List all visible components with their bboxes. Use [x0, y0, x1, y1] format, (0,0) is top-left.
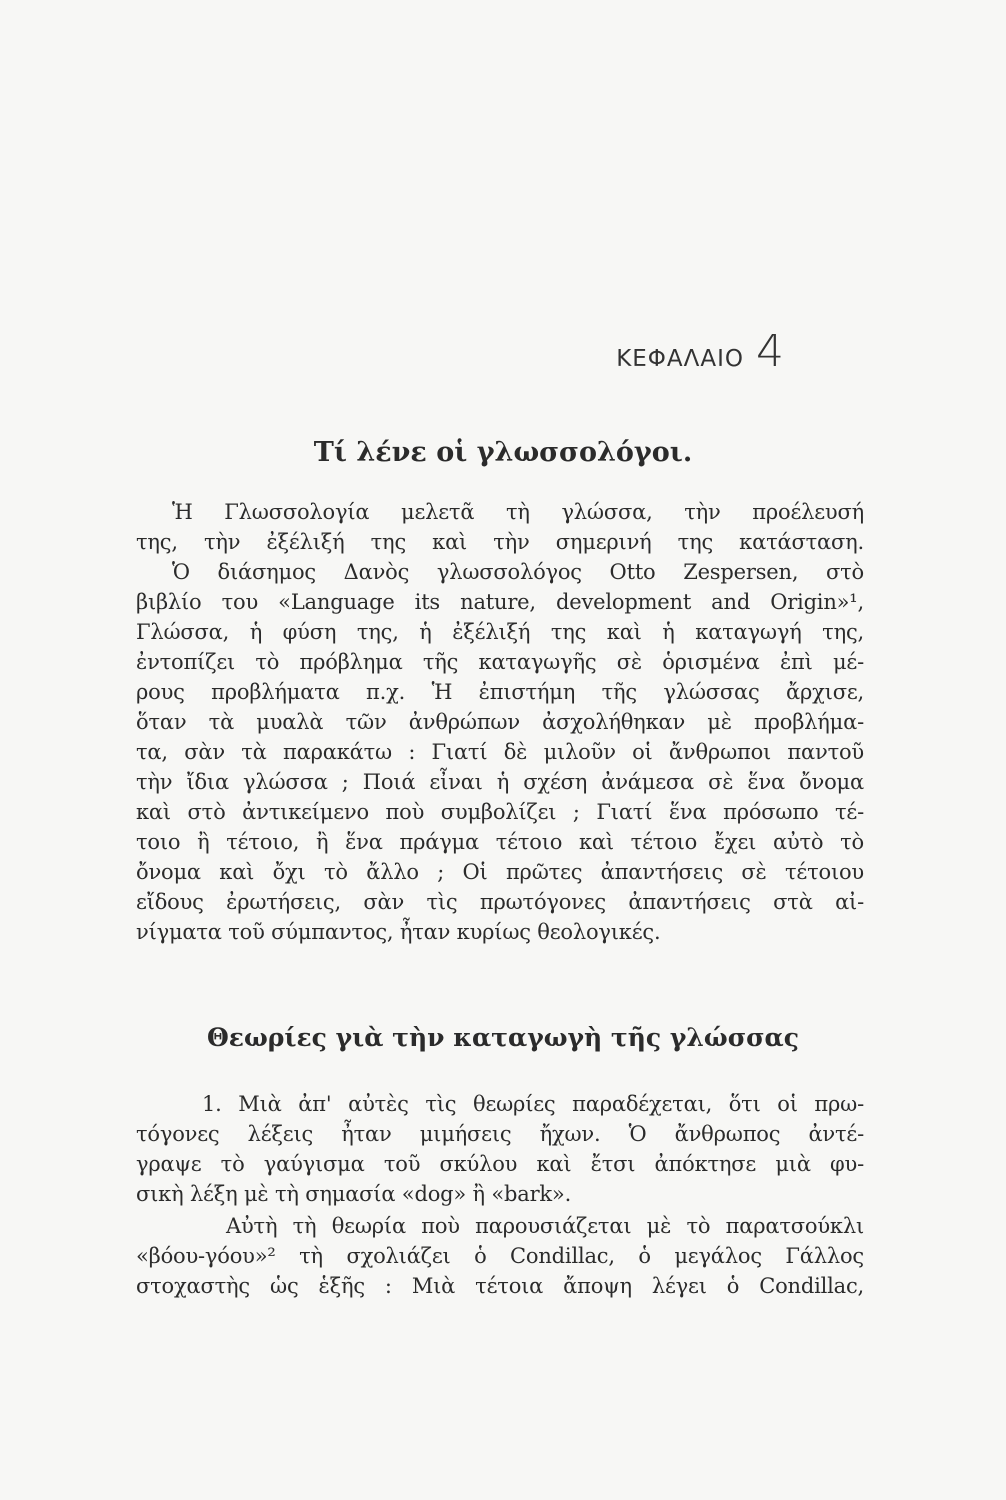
- text-line: «βόου-γόου»² τὴ σχολιάζει ὁ Condillac, ὁ μεγάλος Γάλλος: [136, 1244, 864, 1268]
- text-line: καὶ στὸ ἀντικείμενο ποὺ συμβολίζει ; Γιατί ἕνα πρόσωπο τέ-: [136, 800, 864, 824]
- text-line: τὴν ἴδια γλώσσα ; Ποιά εἶναι ἡ σχέση ἀνάμεσα σὲ ἕνα ὄνομα: [136, 770, 864, 794]
- text-line: στοχαστὴς ὡς ἑξῆς : Μιὰ τέτοια ἄποψη λέγει ὁ Condillac,: [136, 1274, 864, 1298]
- text-line: σικὴ λέξη μὲ τὴ σημασία «dog» ἢ «bark».: [136, 1182, 572, 1206]
- text-line: βιβλίο του «Language its nature, development and Origin»¹,: [136, 590, 864, 614]
- text-line: τα, σὰν τὰ παρακάτω : Γιατί δὲ μιλοῦν οἱ ἄνθρωποι παντοῦ: [136, 740, 864, 764]
- text-line: 1. Μιὰ ἀπ' αὐτὲς τὶς θεωρίες παραδέχεται, ὅτι οἱ πρω-: [202, 1092, 864, 1116]
- text-line: Ἡ Γλωσσολογία μελετᾶ τὴ γλώσσα, τὴν προέλευσή: [172, 500, 864, 524]
- paragraph-1: [136, 497, 864, 947]
- chapter-number: 4: [756, 326, 784, 377]
- text-line: Αὐτὴ τὴ θεωρία ποὺ παρουσιάζεται μὲ τὸ παρατσούκλι: [226, 1214, 864, 1238]
- text-line: ὄνομα καὶ ὄχι τὸ ἄλλο ; Οἱ πρῶτες ἀπαντήσεις σὲ τέτοιου: [136, 860, 864, 884]
- text-line: νίγματα τοῦ σύμπαντος, ἦταν κυρίως θεολογικές.: [136, 920, 661, 944]
- text-line: εἴδους ἐρωτήσεις, σὰν τὶς πρωτόγονες ἀπαντήσεις στὰ αἰ-: [136, 890, 864, 914]
- chapter-label: [616, 326, 784, 377]
- section-heading: Θεωρίες γιὰ τὴν καταγωγὴ τῆς γλώσσας: [206, 1023, 800, 1052]
- text-line: γραψε τὸ γαύγισμα τοῦ σκύλου καὶ ἔτσι ἀπόκτησε μιὰ φυ-: [136, 1152, 864, 1176]
- text-line: της, τὴν ἐξέλιξή της καὶ τὴν σημερινή της κατάσταση.: [136, 530, 864, 554]
- chapter-title: Τί λένε οἱ γλωσσολόγοι.: [313, 437, 693, 468]
- paragraph-3: [136, 1211, 864, 1301]
- text-line: τοιο ἢ τέτοιο, ἢ ἕνα πράγμα τέτοιο καὶ τέτοιο ἔχει αὐτὸ τὸ: [136, 830, 864, 854]
- text-line: ὅταν τὰ μυαλὰ τῶν ἀνθρώπων ἀσχολήθηκαν μὲ προβλήμα-: [136, 710, 864, 734]
- text-line: τόγονες λέξεις ἦταν μιμήσεις ἤχων. Ὁ ἄνθρωπος ἀντέ-: [136, 1122, 864, 1146]
- text-line: Ὁ διάσημος Δανὸς γλωσσολόγος Otto Zespersen, στὸ: [172, 560, 864, 584]
- text-line: Γλώσσα, ἡ φύση της, ἡ ἐξέλιξή της καὶ ἡ καταγωγή της,: [136, 620, 864, 644]
- chapter-word: ΚΕΦΑΛΑΙΟ: [616, 346, 744, 372]
- text-line: ἐντοπίζει τὸ πρόβλημα τῆς καταγωγῆς σὲ ὁρισμένα ἐπὶ μέ-: [136, 650, 864, 674]
- text-line: ρους προβλήματα π.χ. Ἡ ἐπιστήμη τῆς γλώσσας ἄρχισε,: [136, 680, 864, 704]
- paragraph-2: [136, 1089, 864, 1209]
